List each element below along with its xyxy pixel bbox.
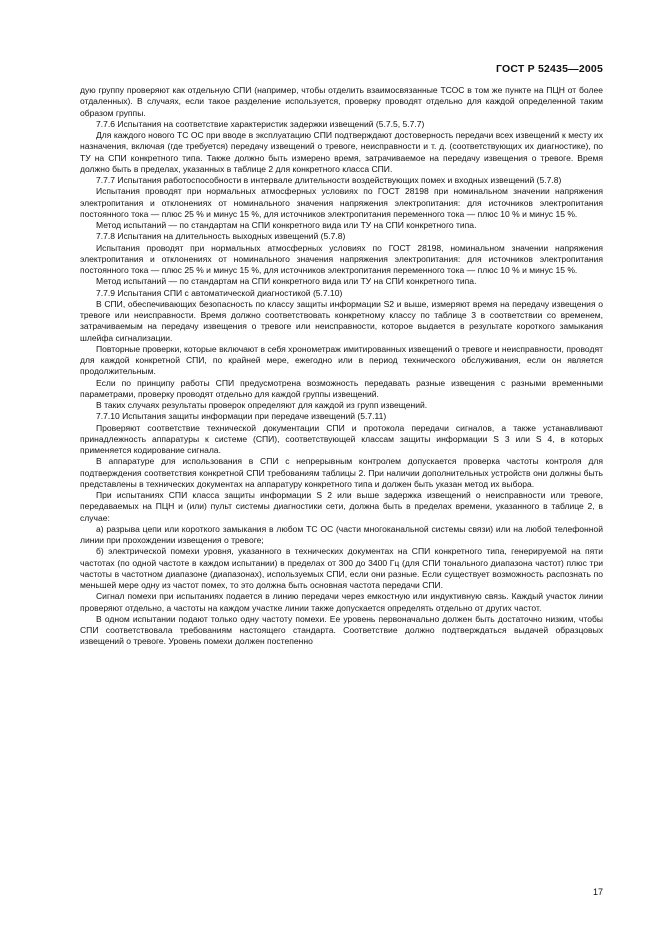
section-heading: 7.7.8 Испытания на длительность выходных извещений (5.7.8) (96, 231, 346, 242)
paragraph: В одном испытании подают только одну частоту помехи. Ее уровень первоначально должен быть достаточно низким, чтобы СПИ соответствовала требованиям настоящего стандарта. Соответствие должно подтверждаться выдачей образцовых извещений о тревоге. Уровень помехи должен постепенно (80, 613, 603, 647)
paragraph: Повторные проверки, которые включают в себя хронометраж имитированных извещений о тревоге и неисправности, проводят для каждой конкретной СПИ, по крайней мере, ежегодно или в период технического обслуживания, если он является продолжительным. (80, 343, 603, 377)
standard-designation: ГОСТ Р 52435—2005 (495, 63, 603, 75)
paragraph: В СПИ, обеспечивающих безопасность по классу защиты информации S2 и выше, измеряют время на передачу извещения о тревоге или неисправности. Время должно соответствовать конкретному классу по таблице 3 в соответствии со временем, затрачиваемым на передачу извещения о тревоге или неисправности, которое выдается в результате короткого замыкания шлейфа сигнализации. (80, 298, 603, 343)
paragraph: дую группу проверяют как отдельную СПИ (например, чтобы отделить взаимосвязанные ТСОС в том же пункте на ПЦН от более отдаленных). В случаях, если такое разделение используется, проверку проводят отдельно для каждой определенной таким образом группы. (80, 85, 603, 118)
paragraph: В аппаратуре для использования в СПИ с непрерывным контролем допускается проверка частоты контроля для подтверждения соответствия конкретной СПИ требованиям таблицы 2. При наличии дополнительных устройств они должны быть представлены в технических документах на аппаратуру конкретного типа и должен быть указан метод их выбора. (80, 456, 603, 489)
paragraph: При испытаниях СПИ класса защиты информации S 2 или выше задержка извещений о неисправности или тревоге, передаваемых на ПЦН и (или) пульт системы диагностики сети, должна быть в пределах времени, указанного в таблице 2, в случае: (80, 490, 603, 523)
section-heading: 7.7.6 Испытания на соответствие характеристик задержки извещений (5.7.5, 5.7.7) (96, 118, 425, 129)
paragraph: Испытания проводят при нормальных атмосферных условиях по ГОСТ 28198 при номинальном значении напряжения электропитания и отклонениях от номинального значения напряжения электропитания: для источников электропитания постоянного тока — плюс 25 % и минус 15 %, для источников электропитания переменного тока — плюс 10 % и минус 15 %. (80, 186, 603, 219)
section-heading: 7.7.7 Испытания работоспособности в интервале длительности воздействующих помех и входных извещений (5.7.8) (96, 175, 562, 185)
list-item: а) разрыва цепи или короткого замыкания в любом ТС ОС (части многоканальной системы связи) или на любой телефонной линии при прохождении извещения о тревоге; (80, 523, 603, 545)
document-body (80, 85, 603, 648)
paragraph: Если по принципу работы СПИ предусмотрена возможность передавать разные извещения с разными временными параметрами, проверку проводят отдельно для каждой группы извещений. (80, 377, 603, 399)
paragraph: Проверяют соответствие технической документации СПИ и протокола передачи сигналов, а также устанавливают принадлежность аппаратуры к системе (СПИ), соответствующей классам защиты информации S 3 или S 4, в которых применяется кодирование сигнала. (80, 422, 603, 455)
page-number: 17 (592, 887, 603, 897)
paragraph: Метод испытаний — по стандартам на СПИ конкретного вида или ТУ на СПИ конкретного типа. (96, 276, 477, 287)
paragraph: В таких случаях результаты проверок определяют для каждой из групп извещений. (96, 400, 428, 410)
paragraph: Сигнал помехи при испытаниях подается в линию передачи через емкостную или индуктивную связь. Каждый участок линии проверяют отдельно, а частоты на каждом участке линии также допускается определять отдельно от других частот. (80, 591, 603, 613)
section-heading: 7.7.9 Испытания СПИ с автоматической диагностикой (5.7.10) (96, 287, 343, 298)
section-heading: 7.7.10 Испытания защиты информации при передаче извещений (5.7.11) (96, 411, 387, 422)
paragraph: Метод испытаний — по стандартам на СПИ конкретного вида или ТУ на СПИ конкретного типа. (96, 220, 477, 230)
list-item: б) электрической помехи уровня, указанного в технических документах на СПИ конкретного типа, генерируемой на пяти частотах (по одной частоте в каждом испытании) в пределах от 300 до 3400 Гц (для СПИ тонального диапазона частот) плюс три частоты в частотном диапазоне (диапазонах), используемых СПИ, если они разные. Если существует возможность распознать по меньшей мере одну из частот помех, то это должна быть основная частота передачи СПИ. (80, 546, 603, 590)
paragraph: Испытания проводят при нормальных атмосферных условиях по ГОСТ 28198, номинальном значении напряжения электропитания и отклонениях от номинального значения напряжения электропитания: для источников электропитания постоянного тока — плюс 25 % и минус 15 %, для источников электропитания переменного тока — плюс 10 % и минус 15 %. (80, 242, 603, 275)
paragraph: Для каждого нового ТС ОС при вводе в эксплуатацию СПИ подтверждают достоверность передачи всех извещений к месту их назначения, включая (где требуется) передачу извещений о тревоге, неисправности и т. д. (соответствующих их диагностике), по ТУ на СПИ конкретного типа. Также должно быть измерено время, затрачиваемое на передачу извещения о тревоге. Время должно быть в пределах, указанных в таблице 2 для конкретного класса СПИ. (80, 130, 603, 174)
